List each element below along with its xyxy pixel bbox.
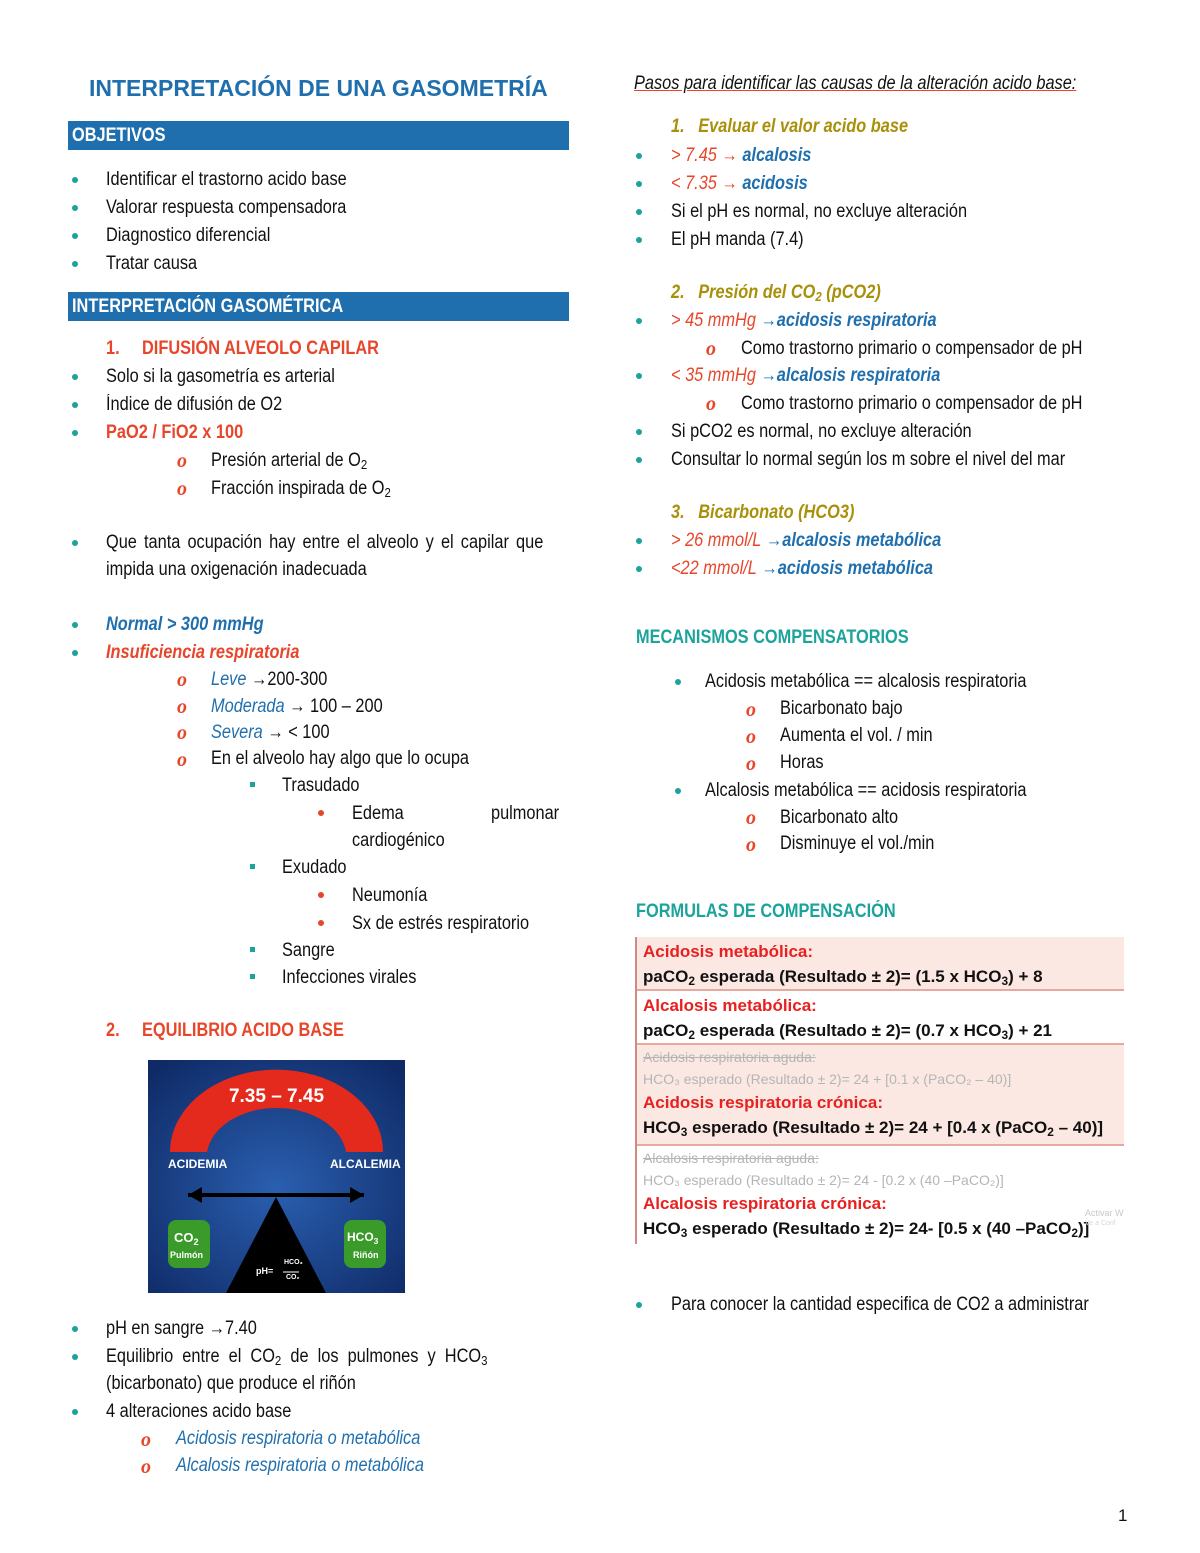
rinon-label: Riñón bbox=[353, 1250, 379, 1260]
bullet-icon bbox=[72, 1326, 78, 1332]
bullet-icon bbox=[72, 1354, 78, 1360]
subscript: 2 bbox=[360, 457, 368, 472]
subscript: 2 bbox=[1071, 1226, 1078, 1240]
list-item bbox=[671, 364, 940, 388]
bullet-icon bbox=[636, 566, 642, 572]
circle-bullet-icon: o bbox=[746, 699, 756, 721]
sec1-title: DIFUSIÓN ALVEOLO CAPILAR bbox=[142, 338, 379, 359]
square-bullet-icon bbox=[250, 864, 255, 869]
circle-bullet-icon: o bbox=[177, 478, 187, 500]
list-item: Acidosis metabólica == alcalosis respiratoria bbox=[705, 671, 1027, 692]
interpretacion-header bbox=[68, 292, 569, 321]
equil-text-a: Equilibrio entre el CO bbox=[106, 1346, 275, 1367]
bullet-icon bbox=[72, 622, 78, 628]
step1-title: 1. Evaluar el valor acido base bbox=[671, 116, 909, 137]
formulas-heading: FORMULAS DE COMPENSACIÓN bbox=[636, 901, 896, 922]
step3-title: 3. Bicarbonato (HCO3) bbox=[671, 502, 855, 523]
subscript: 3 bbox=[373, 1236, 379, 1246]
list-item: Tratar causa bbox=[106, 253, 198, 274]
list-item: Si el pH es normal, no excluye alteración bbox=[671, 201, 968, 222]
leve-value: 200-300 bbox=[267, 669, 328, 690]
ph-sangre-text: pH en sangre bbox=[106, 1318, 205, 1339]
acid-base-diagram bbox=[148, 1060, 405, 1293]
formula-row bbox=[637, 1144, 1124, 1244]
circle-bullet-icon: o bbox=[177, 749, 187, 771]
formula-part: HCO bbox=[643, 1118, 681, 1137]
arrow-right-icon: → bbox=[208, 1318, 225, 1339]
list-item bbox=[671, 309, 937, 333]
formula-expression-faded: HCO₃ esperado (Resultado ± 2)= 24 - [0.2 x (40 –PaCO₂)] bbox=[643, 1172, 1004, 1188]
sub-item: Como trastorno primario o compensador de pH bbox=[741, 393, 1083, 414]
square-bullet-icon bbox=[250, 974, 255, 979]
bullet-icon bbox=[636, 429, 642, 435]
bullet-icon bbox=[636, 373, 642, 379]
subscript: 3 bbox=[1001, 974, 1009, 988]
formula-part: ) + 21 bbox=[1008, 1021, 1053, 1040]
objetivos-header bbox=[68, 121, 569, 150]
list-item bbox=[106, 1317, 257, 1341]
list-item bbox=[106, 1345, 487, 1369]
arrow-right-icon: → bbox=[761, 558, 778, 579]
pasos-heading: Pasos para identificar las causas de la alteración acido base: bbox=[634, 73, 1077, 94]
ph-sangre-value: 7.40 bbox=[224, 1318, 257, 1339]
circle-bullet-icon: o bbox=[706, 338, 716, 360]
sub-item-text: Fracción inspirada de O bbox=[211, 478, 385, 499]
list-item bbox=[671, 144, 811, 168]
step2-title bbox=[671, 281, 881, 305]
sub-item-text: Presión arterial de O bbox=[211, 450, 361, 471]
sub-sub-sub-item: Sx de estrés respiratorio bbox=[352, 913, 530, 934]
watermark-text: Activar W bbox=[1085, 1208, 1124, 1218]
sub-sub-sub-item: Neumonía bbox=[352, 885, 428, 906]
sub-item: Bicarbonato alto bbox=[780, 807, 899, 828]
sub-sub-sub-item: cardiogénico bbox=[352, 830, 445, 851]
leve-label: Leve bbox=[211, 669, 247, 690]
arrow-right-icon: → bbox=[760, 365, 777, 386]
interpretacion-header-text: INTERPRETACIÓN GASOMÉTRICA bbox=[72, 296, 344, 317]
co2-label bbox=[174, 1230, 199, 1245]
sub-item bbox=[211, 668, 327, 692]
co2-text: CO bbox=[174, 1230, 194, 1245]
formula-part: esperada (Resultado ± 2)= (0.7 x HCO bbox=[694, 1021, 1002, 1040]
sub-item: Alcalosis respiratoria o metabólica bbox=[176, 1455, 424, 1476]
formula-text: PaO2 / FiO2 x 100 bbox=[106, 422, 244, 443]
sub-item bbox=[211, 695, 383, 719]
bullet-icon bbox=[636, 457, 642, 463]
sub-sub-item: Trasudado bbox=[282, 775, 360, 796]
arrow-right-icon: → bbox=[267, 722, 284, 743]
ph-numerator: HCO₃ bbox=[284, 1259, 303, 1266]
formula-expression-faded: HCO₃ esperado (Resultado ± 2)= 24 + [0.1 x (PaCO₂ – 40)] bbox=[643, 1071, 1012, 1087]
alcalemia-label: ALCALEMIA bbox=[330, 1157, 401, 1171]
sub-item: Disminuye el vol./min bbox=[780, 833, 935, 854]
page-number: 1 bbox=[1118, 1506, 1128, 1525]
circle-bullet-icon: o bbox=[177, 450, 187, 472]
formula-part: esperado (Resultado ± 2)= 24- [0.5 x (40 –PaCO bbox=[687, 1219, 1072, 1238]
list-item-cont: (bicarbonato) que produce el riñón bbox=[106, 1373, 356, 1394]
formula-expression bbox=[643, 1216, 1124, 1241]
list-item bbox=[671, 557, 933, 581]
square-bullet-icon bbox=[250, 947, 255, 952]
sub-sub-sub-item: Edema bbox=[352, 803, 404, 824]
sub-item: Acidosis respiratoria o metabólica bbox=[176, 1428, 421, 1449]
insuficiencia-text: Insuficiencia respiratoria bbox=[106, 642, 300, 663]
bullet-icon bbox=[72, 374, 78, 380]
bullet-icon bbox=[72, 402, 78, 408]
list-item: Consultar lo normal según los m sobre el nivel del mar bbox=[671, 449, 1066, 470]
sub-item bbox=[211, 477, 391, 501]
subscript: 2 bbox=[384, 485, 391, 500]
subscript: 3 bbox=[481, 1353, 488, 1368]
moderada-value: 100 – 200 bbox=[310, 696, 383, 717]
watermark-text: Ve a Conf bbox=[1085, 1220, 1116, 1227]
ph-denominator: CO₂ bbox=[286, 1274, 300, 1281]
formula-expression bbox=[643, 964, 1124, 989]
bullet-icon bbox=[318, 892, 324, 898]
formula-part: paCO bbox=[643, 1021, 689, 1040]
range-value: <22 mmol/L bbox=[671, 558, 757, 579]
bullet-icon bbox=[636, 181, 642, 187]
equil-text-b: de los pulmones y HCO bbox=[281, 1346, 482, 1367]
formula-row bbox=[637, 1043, 1124, 1144]
result-label: alcalosis metabólica bbox=[782, 530, 942, 551]
bullet-icon bbox=[675, 679, 681, 685]
sec2-title: EQUILIBRIO ACIDO BASE bbox=[142, 1020, 344, 1041]
sub-item bbox=[211, 449, 367, 473]
bullet-icon bbox=[636, 318, 642, 324]
objetivos-header-text: OBJETIVOS bbox=[72, 125, 166, 146]
arrow-right-icon: → bbox=[250, 669, 268, 690]
formula-part: – 40)] bbox=[1053, 1118, 1104, 1137]
range-value: < 7.35 bbox=[671, 173, 717, 194]
subscript: 2 bbox=[688, 974, 695, 988]
hco3-text: HCO bbox=[347, 1230, 374, 1244]
arrow-right-icon: → bbox=[721, 173, 738, 194]
bullet-icon bbox=[72, 650, 78, 656]
arrow-right-icon: → bbox=[289, 696, 306, 717]
mecanismos-heading: MECANISMOS COMPENSATORIOS bbox=[636, 627, 909, 648]
bullet-icon bbox=[72, 233, 78, 239]
pulmon-label: Pulmón bbox=[170, 1250, 203, 1260]
formula-part: HCO bbox=[643, 1219, 681, 1238]
formula-part: esperado (Resultado ± 2)= 24 + [0.4 x (PaCO bbox=[687, 1118, 1048, 1137]
sub-item: Como trastorno primario o compensador de pH bbox=[741, 338, 1083, 359]
bullet-icon bbox=[636, 153, 642, 159]
arrow-right-icon: → bbox=[721, 145, 738, 166]
list-item: Diagnostico diferencial bbox=[106, 225, 271, 246]
bullet-icon bbox=[636, 1302, 642, 1308]
sub-sub-item: Infecciones virales bbox=[282, 967, 417, 988]
circle-bullet-icon: o bbox=[177, 669, 187, 691]
step2-text: 2. Presión del CO bbox=[671, 282, 816, 303]
list-item-cont: impida una oxigenación inadecuada bbox=[106, 559, 367, 580]
bullet-icon bbox=[72, 1409, 78, 1415]
ph-range-label: 7.35 – 7.45 bbox=[228, 1086, 325, 1107]
result-label: acidosis metabólica bbox=[777, 558, 934, 579]
list-item: Identificar el trastorno acido base bbox=[106, 169, 347, 190]
list-item bbox=[671, 172, 808, 196]
formula-title: Acidosis metabólica: bbox=[643, 942, 814, 961]
bullet-icon bbox=[636, 538, 642, 544]
result-label: alcalosis bbox=[742, 145, 812, 166]
formula-part: ) + 8 bbox=[1008, 967, 1043, 986]
hco3-label bbox=[347, 1230, 378, 1244]
result-label: alcalosis respiratoria bbox=[776, 365, 941, 386]
formula-part: )] bbox=[1077, 1219, 1090, 1238]
subscript: 2 bbox=[193, 1237, 199, 1247]
subscript: 2 bbox=[1047, 1125, 1054, 1139]
circle-bullet-icon: o bbox=[746, 726, 756, 748]
acidemia-label: ACIDEMIA bbox=[168, 1157, 228, 1171]
circle-bullet-icon: o bbox=[177, 722, 187, 744]
sub-item: En el alveolo hay algo que lo ocupa bbox=[211, 748, 470, 769]
formula-expression bbox=[643, 1115, 1124, 1140]
list-item: El pH manda (7.4) bbox=[671, 229, 804, 250]
list-item: Que tanta ocupación hay entre el alveolo y el capilar que bbox=[106, 532, 544, 553]
formula-title: Alcalosis metabólica: bbox=[643, 996, 817, 1015]
result-label: acidosis respiratoria bbox=[776, 310, 937, 331]
formula-title-faded: Alcalosis respiratoria aguda: bbox=[643, 1150, 819, 1166]
sub-sub-item: Exudado bbox=[282, 857, 347, 878]
subscript: 3 bbox=[680, 1125, 688, 1139]
step2-text-b: (pCO2) bbox=[821, 282, 881, 303]
range-value: > 26 mmol/L bbox=[671, 530, 762, 551]
normal-text: Normal > 300 mmHg bbox=[106, 614, 264, 635]
sec2-number: 2. bbox=[106, 1020, 120, 1041]
sub-item bbox=[211, 721, 330, 745]
hco3-box bbox=[344, 1220, 386, 1268]
sec1-number: 1. bbox=[106, 338, 120, 359]
list-item: Solo si la gasometría es arterial bbox=[106, 366, 335, 387]
bullet-icon bbox=[72, 205, 78, 211]
circle-bullet-icon: o bbox=[706, 393, 716, 415]
range-value: > 7.45 bbox=[671, 145, 717, 166]
formula-title: Alcalosis respiratoria crónica: bbox=[643, 1194, 887, 1213]
bullet-icon bbox=[72, 430, 78, 436]
circle-bullet-icon: o bbox=[177, 696, 187, 718]
list-item: 4 alteraciones acido base bbox=[106, 1401, 292, 1422]
subscript: 3 bbox=[680, 1226, 688, 1240]
formulas-table bbox=[635, 937, 1124, 1244]
range-value: < 35 mmHg bbox=[671, 365, 756, 386]
formula-row bbox=[637, 989, 1124, 1043]
list-item: Valorar respuesta compensadora bbox=[106, 197, 347, 218]
ph-formula-label: pH= bbox=[256, 1266, 274, 1276]
bullet-icon bbox=[72, 261, 78, 267]
circle-bullet-icon: o bbox=[746, 807, 756, 829]
formula-title-faded: Acidosis respiratoria aguda: bbox=[643, 1049, 816, 1065]
bullet-icon bbox=[318, 810, 324, 816]
formula-part: paCO bbox=[643, 967, 689, 986]
circle-bullet-icon: o bbox=[141, 1456, 151, 1478]
bullet-icon bbox=[72, 540, 78, 546]
formula-part: esperada (Resultado ± 2)= (1.5 x HCO bbox=[694, 967, 1002, 986]
list-item: Si pCO2 es normal, no excluye alteración bbox=[671, 421, 972, 442]
bullet-icon bbox=[636, 209, 642, 215]
subscript: 2 bbox=[688, 1028, 695, 1042]
sub-item: Bicarbonato bajo bbox=[780, 698, 903, 719]
bullet-icon bbox=[636, 237, 642, 243]
list-item: Índice de difusión de O2 bbox=[106, 394, 283, 415]
range-value: > 45 mmHg bbox=[671, 310, 756, 331]
sub-item: Horas bbox=[780, 752, 824, 773]
formula-expression bbox=[643, 1018, 1124, 1043]
list-item: Alcalosis metabólica == acidosis respiratoria bbox=[705, 780, 1027, 801]
subscript: 3 bbox=[1001, 1028, 1009, 1042]
subscript: 2 bbox=[815, 289, 822, 304]
sub-item: Aumenta el vol. / min bbox=[780, 725, 933, 746]
arrow-right-icon: → bbox=[765, 530, 783, 551]
circle-bullet-icon: o bbox=[746, 834, 756, 856]
bullet-icon bbox=[72, 177, 78, 183]
arrow-right-icon: → bbox=[760, 310, 777, 331]
list-item bbox=[671, 529, 941, 553]
bullet-icon bbox=[318, 920, 324, 926]
square-bullet-icon bbox=[250, 782, 255, 787]
result-label: acidosis bbox=[742, 173, 808, 194]
list-item: Para conocer la cantidad especifica de CO2 a administrar bbox=[671, 1294, 1089, 1315]
moderada-label: Moderada bbox=[211, 696, 285, 717]
sub-sub-sub-item: pulmonar bbox=[491, 803, 560, 824]
circle-bullet-icon: o bbox=[141, 1429, 151, 1451]
bullet-icon bbox=[675, 788, 681, 794]
subscript: 2 bbox=[274, 1353, 282, 1368]
severa-label: Severa bbox=[211, 722, 263, 743]
circle-bullet-icon: o bbox=[746, 753, 756, 775]
formula-title: Acidosis respiratoria crónica: bbox=[643, 1093, 883, 1112]
severa-value: < 100 bbox=[288, 722, 330, 743]
formula-row bbox=[637, 937, 1124, 989]
sub-sub-item: Sangre bbox=[282, 940, 335, 961]
page-title: INTERPRETACIÓN DE UNA GASOMETRÍA bbox=[89, 75, 548, 101]
